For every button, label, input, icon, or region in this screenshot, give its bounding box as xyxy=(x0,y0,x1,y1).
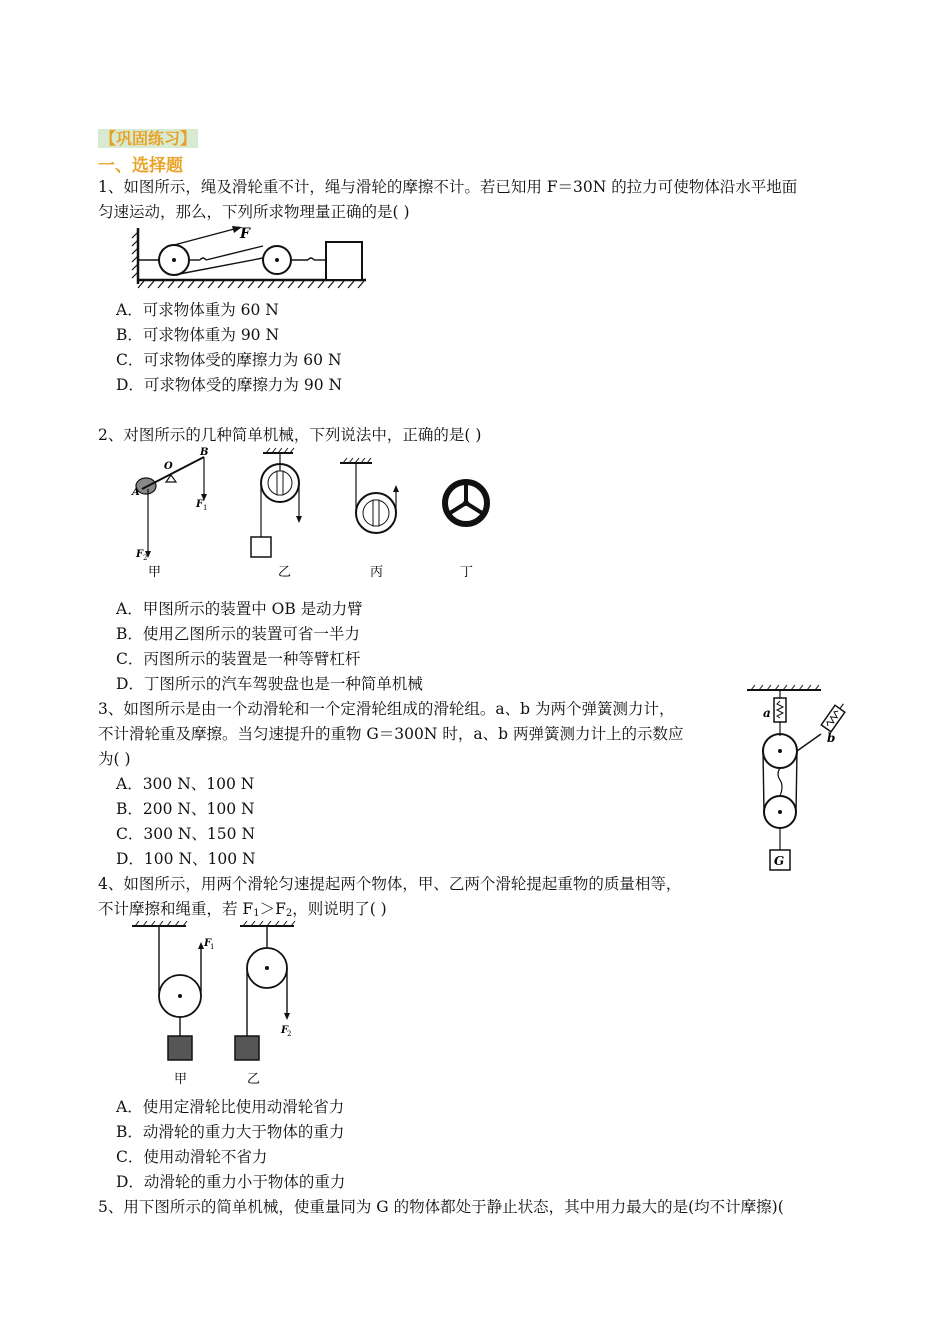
q4-option-a: A．使用定滑轮比使用动滑轮省力 xyxy=(116,1098,345,1116)
q5-stem: 5、用下图所示的简单机械，使重量同为 G 的物体都处于静止状态，其中用力最大的是(均不计摩擦)( xyxy=(98,1198,784,1216)
q2-option-a: A．甲图所示的装置中 OB 是动力臂 xyxy=(116,600,363,618)
svg-text:O: O xyxy=(164,461,173,472)
q4-pulleys-figure xyxy=(128,920,308,1090)
q1-stem-line2: 匀速运动，那么，下列所求物理量正确的是( ) xyxy=(98,203,410,221)
svg-text:F: F xyxy=(196,499,204,510)
q4-option-b: B．动滑轮的重力大于物体的重力 xyxy=(116,1123,345,1141)
q3-label-g: G xyxy=(774,854,785,868)
q2-fixed-pulley-yi xyxy=(251,448,302,580)
practice-title: 【巩固练习】 xyxy=(100,129,197,148)
q1-option-d: D．可求物体受的摩擦力为 90 N xyxy=(116,376,343,394)
q2-machines-figure xyxy=(128,445,498,583)
svg-text:1: 1 xyxy=(203,504,208,512)
q3-stem-line1: 3、如图所示是由一个动滑轮和一个定滑轮组成的滑轮组。a、b 为两个弹簧测力计， xyxy=(98,700,675,718)
q2-option-b: B．使用乙图所示的装置可省一半力 xyxy=(116,625,360,643)
svg-text:2: 2 xyxy=(143,554,148,562)
q4-stem-line1: 4、如图所示，用两个滑轮匀速提起两个物体，甲、乙两个滑轮提起重物的质量相等， xyxy=(98,875,682,893)
q4-stem-line2: 不计摩擦和绳重，若 $F_1>F_2$，则说明了( ) xyxy=(98,900,387,919)
svg-text:F: F xyxy=(136,549,144,560)
section-title: 一、选择题 xyxy=(98,156,183,176)
q3-label-a: a xyxy=(763,706,771,720)
q4-label-jia: 甲 xyxy=(174,1072,188,1087)
q2-label-ding: 丁 xyxy=(460,565,474,580)
q1-option-a: A．可求物体重为 60 N xyxy=(116,301,279,319)
svg-text:B: B xyxy=(200,447,209,458)
q2-option-d: D．丁图所示的汽车驾驶盘也是一种简单机械 xyxy=(116,675,423,693)
q3-option-b: B．200 N、100 N xyxy=(116,800,255,818)
svg-text:A: A xyxy=(132,487,140,498)
q2-steering-wheel-ding xyxy=(445,482,487,580)
q4-option-d: D．动滑轮的重力小于物体的重力 xyxy=(116,1173,346,1191)
q1-option-c: C．可求物体受的摩擦力为 60 N xyxy=(116,351,342,369)
q3-option-c: C．300 N、150 N xyxy=(116,825,256,843)
q3-option-d: D．100 N、100 N xyxy=(116,850,256,868)
q2-label-jia: 甲 xyxy=(148,565,162,580)
q1-pulley-figure xyxy=(130,224,370,292)
q3-label-b: b xyxy=(827,731,836,745)
q2-option-c: C．丙图所示的装置是一种等臂杠杆 xyxy=(116,650,361,668)
q2-label-bing: 丙 xyxy=(370,565,384,580)
q4-label-yi: 乙 xyxy=(247,1072,261,1087)
q2-lever-jia xyxy=(131,447,208,580)
q3-stem-line2: 不计滑轮重及摩擦。当匀速提升的重物 G＝300N 时，a、b 两弹簧测力计上的示数应 xyxy=(98,725,684,743)
q1-block xyxy=(326,242,362,280)
q1-option-b: B．可求物体重为 90 N xyxy=(116,326,280,344)
q1-force-label: F xyxy=(240,226,250,242)
q2-movable-pulley-bing xyxy=(340,458,399,580)
q4-option-c: C．使用动滑轮不省力 xyxy=(116,1148,268,1166)
svg-text:F: F xyxy=(204,938,212,949)
svg-text:2: 2 xyxy=(287,1030,292,1038)
q3-option-a: A．300 N、100 N xyxy=(116,775,255,793)
svg-text:F: F xyxy=(281,1025,289,1036)
q3-stem-line3: 为( ) xyxy=(98,750,131,768)
q1-stem-line1: 1、如图所示，绳及滑轮重不计，绳与滑轮的摩擦不计。若已知用 F＝30N 的拉力可使物体沿水平地面 xyxy=(98,178,798,196)
svg-text:1: 1 xyxy=(210,943,215,951)
q2-label-yi: 乙 xyxy=(278,565,292,580)
q3-pulley-block-figure xyxy=(745,684,835,876)
q2-stem: 2、对图所示的几种简单机械，下列说法中，正确的是( ) xyxy=(98,426,482,444)
